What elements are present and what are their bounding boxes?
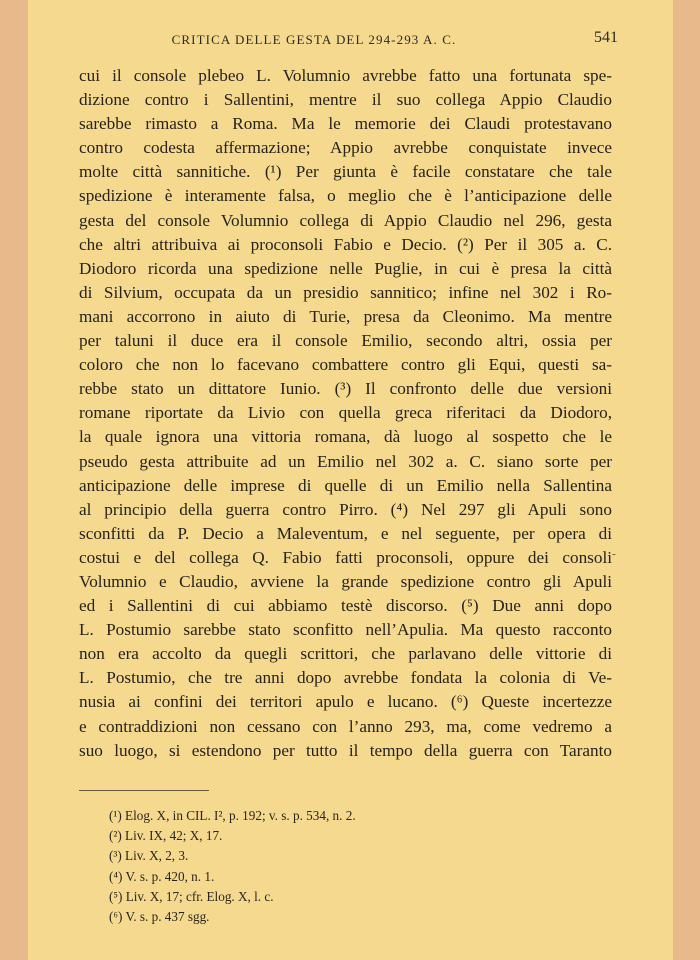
text-line: mani accorrono in aiuto di Turie, presa da Cleonimo. Ma mentre: [79, 306, 612, 326]
text-line: ed i Sallentini di cui abbiamo testè discorso. (⁵) Due anni dopo: [79, 596, 612, 616]
footnote-4: [109, 867, 529, 887]
text-line: sconfitti da P. Decio a Maleventum, e nel seguente, per opera di: [79, 523, 612, 543]
text-line: non era accolto da quegli scrittori, che parlavano delle vittorie di: [79, 644, 612, 664]
footnote-text: V. s. p. 437 sgg.: [125, 909, 210, 925]
text-line: sarebbe rimasto a Roma. Ma le memorie dei Claudi protestavano: [79, 114, 612, 134]
text-line: Diodoro ricorda una spedizione nelle Puglie, in cui è presa la città: [79, 258, 612, 278]
text-line: Volumnio e Claudio, avviene la grande spedizione contro gli Apuli: [79, 571, 612, 591]
text-line: romane riportate da Livio con quella greca riferitaci da Diodoro,: [79, 403, 612, 423]
text-line: gesta del console Volumnio collega di Appio Claudio nel 296, gesta: [79, 210, 612, 230]
margin-mark: ˜: [612, 552, 616, 564]
footnote-marker: (⁶): [109, 909, 123, 925]
text-line: dizione contro i Sallentini, mentre il suo collega Appio Claudio: [79, 90, 612, 110]
text-line: anticipazione delle imprese di quelle di un Emilio nella Sallentina: [79, 475, 612, 495]
text-line: al principio della guerra contro Pirro. (⁴) Nel 297 gli Apuli sono: [79, 499, 612, 519]
text-line: che altri attribuiva ai proconsoli Fabio e Decio. (²) Per il 305 a. C.: [79, 234, 612, 254]
footnote-6: [109, 907, 529, 927]
footnotes: [109, 806, 529, 927]
footnote-marker: (²): [109, 828, 122, 844]
text-line: e contraddizioni non cessano con l’anno 293, ma, come vedremo a: [79, 716, 612, 736]
text-line: costui e del collega Q. Fabio fatti proconsoli, oppure dei consoli: [79, 547, 612, 567]
text-line: L. Postumio, che tre anni dopo avrebbe fondata la colonia di Ve-: [79, 668, 612, 688]
page-header: [78, 30, 618, 50]
text-line: rebbe stato un dittatore Iunio. (³) Il confronto delle due versioni: [79, 379, 612, 399]
text-line: coloro che non lo facevano combattere contro gli Equi, questi sa-: [79, 355, 612, 375]
text-line: per taluni il duce era il console Emilio, secondo altri, ossia per: [79, 331, 612, 351]
text-line: la quale ignora una vittoria romana, dà luogo al sospetto che le: [79, 427, 612, 447]
footnote-rule: [79, 790, 209, 791]
text-line: di Silvium, occupata da un presidio sannitico; infine nel 302 i Ro-: [79, 282, 612, 302]
running-title: CRITICA DELLE GESTA DEL 294-293 A. C.: [171, 32, 457, 47]
footnote-marker: (⁴): [109, 868, 123, 884]
text-line: cui il console plebeo L. Volumnio avrebbe fatto una fortunata spe-: [79, 66, 612, 85]
text-line: pseudo gesta attribuite ad un Emilio nel 302 a. C. siano sorte per: [79, 451, 612, 471]
text-line: suo luogo, si estendono per tutto il tempo della guerra con Taranto: [79, 740, 612, 760]
footnote-1: [109, 806, 529, 826]
footnote-3: [109, 846, 529, 866]
footnote-marker: (³): [109, 848, 122, 864]
text-line: contro codesta affermazione; Appio avrebbe conquistate invece: [79, 138, 612, 158]
footnote-5: [109, 887, 529, 907]
footnote-marker: (⁵): [109, 888, 123, 904]
footnote-2: [109, 826, 529, 846]
footnote-text: Elog. X, in CIL. I², p. 192; v. s. p. 534, n. 2.: [125, 808, 356, 823]
footnote-text: Liv. X, 17; cfr. Elog. X, l. c.: [125, 888, 274, 904]
main-text: [79, 64, 612, 763]
text-line: nusia ai confini dei territori apulo e lucano. (⁶) Queste incertezze: [79, 692, 612, 712]
footnote-text: Liv. X, 2, 3.: [125, 848, 189, 864]
text-line: molte città sannitiche. (¹) Per giunta è facile constatare che tale: [79, 162, 612, 182]
text-line: L. Postumio sarebbe stato sconfitto nell’Apulia. Ma questo racconto: [79, 620, 612, 640]
page-number: 541: [594, 29, 618, 46]
text-line: spedizione è interamente falsa, o meglio che è l’anticipazione delle: [79, 186, 612, 206]
footnote-text: V. s. p. 420, n. 1.: [125, 868, 215, 884]
footnote-text: Liv. IX, 42; X, 17.: [125, 828, 223, 844]
footnote-marker: (¹): [109, 808, 122, 823]
